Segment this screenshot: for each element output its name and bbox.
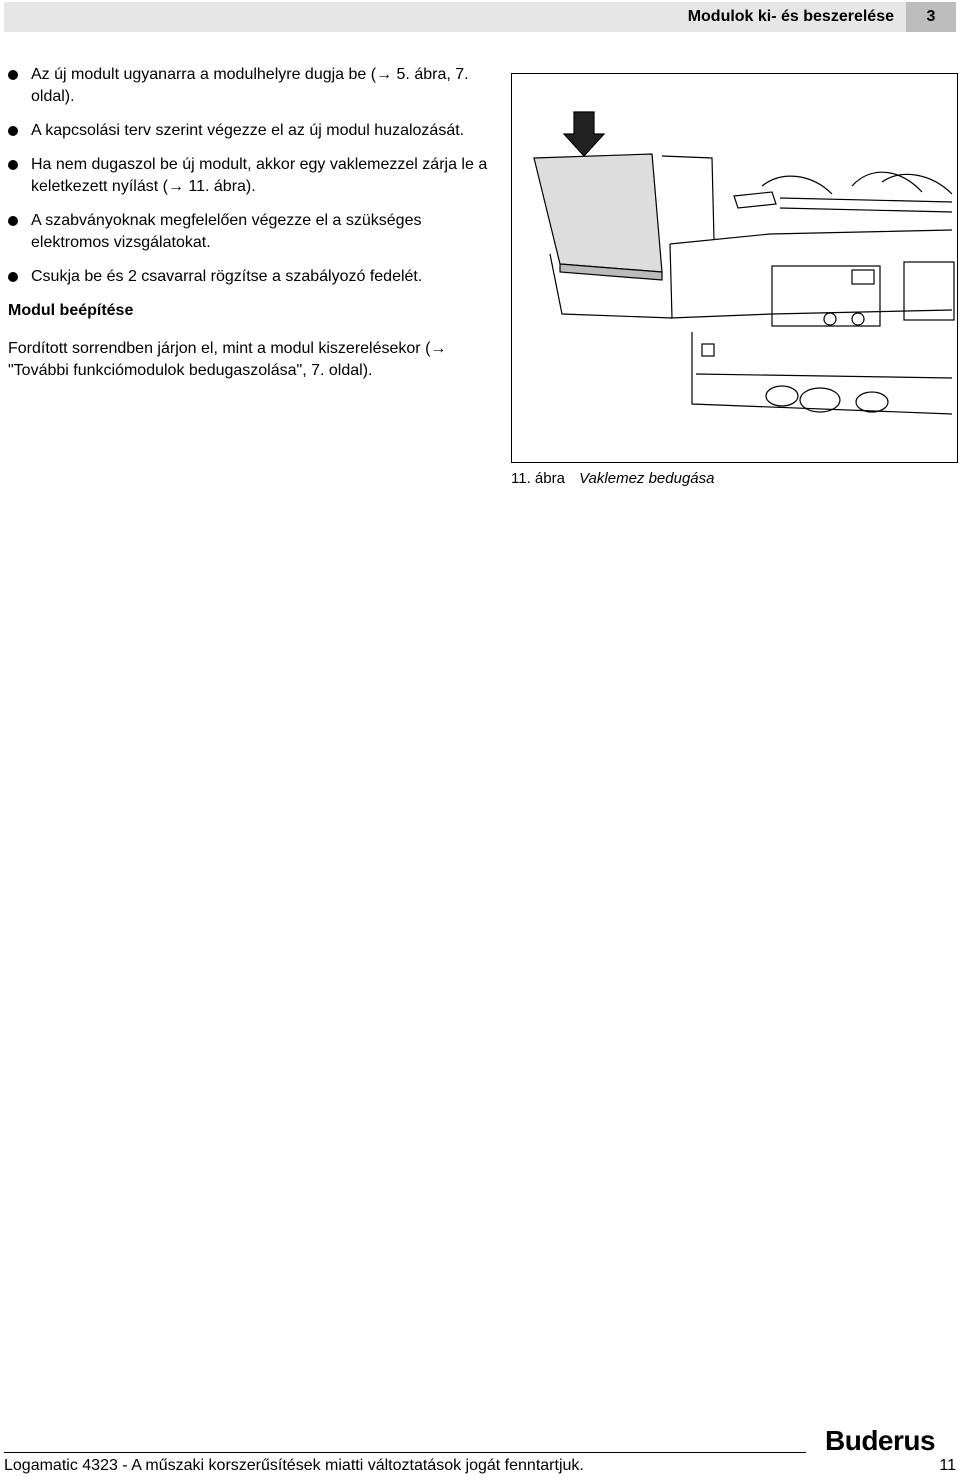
main-column [8, 64, 488, 382]
header-title: Modulok ki- és beszerelése [687, 8, 894, 25]
list-item: Az új modult ugyanarra a modulhelyre dugja be (→ 5. ábra, 7. oldal). [8, 64, 488, 108]
bullet-icon [8, 272, 18, 282]
figure-caption [511, 470, 714, 487]
list-item: A szabványoknak megfelelően végezze el a szükséges elektromos vizsgálatokat. [8, 210, 488, 254]
footer-divider [4, 1452, 806, 1453]
figure-number: 11. ábra [511, 470, 565, 487]
list-item: A kapcsolási terv szerint végezze el az új modul huzalozását. [8, 120, 488, 142]
chapter-number: 3 [906, 2, 956, 32]
list-item: Ha nem dugaszol be új modult, akkor egy vaklemezzel zárja le a keletkezett nyílást (→ 11. ábra). [8, 154, 488, 198]
controller-illustration [512, 74, 957, 462]
figure-blank-plate [511, 73, 958, 463]
bullet-icon [8, 126, 18, 136]
figure-caption-text: Vaklemez bedugása [579, 470, 715, 487]
bullet-icon [8, 70, 18, 80]
page-header [4, 2, 956, 32]
section-paragraph: Fordított sorrendben járjon el, mint a modul kiszerelésekor (→ "További funkciómodulok bedugaszolása", 7. oldal). [8, 340, 447, 379]
section-title: Modul beépítése [8, 302, 134, 319]
bullet-icon [8, 216, 18, 226]
list-item: Csukja be és 2 csavarral rögzítse a szabályozó fedelét. [8, 266, 488, 288]
footer-text: Logamatic 4323 - A műszaki korszerűsítések miatti változtatások jogát fenntartjuk. [4, 1457, 584, 1474]
instruction-list [8, 64, 488, 288]
page-number: 11 [939, 1457, 956, 1474]
bullet-icon [8, 160, 18, 170]
brand-logo: Buderus [825, 1425, 936, 1456]
